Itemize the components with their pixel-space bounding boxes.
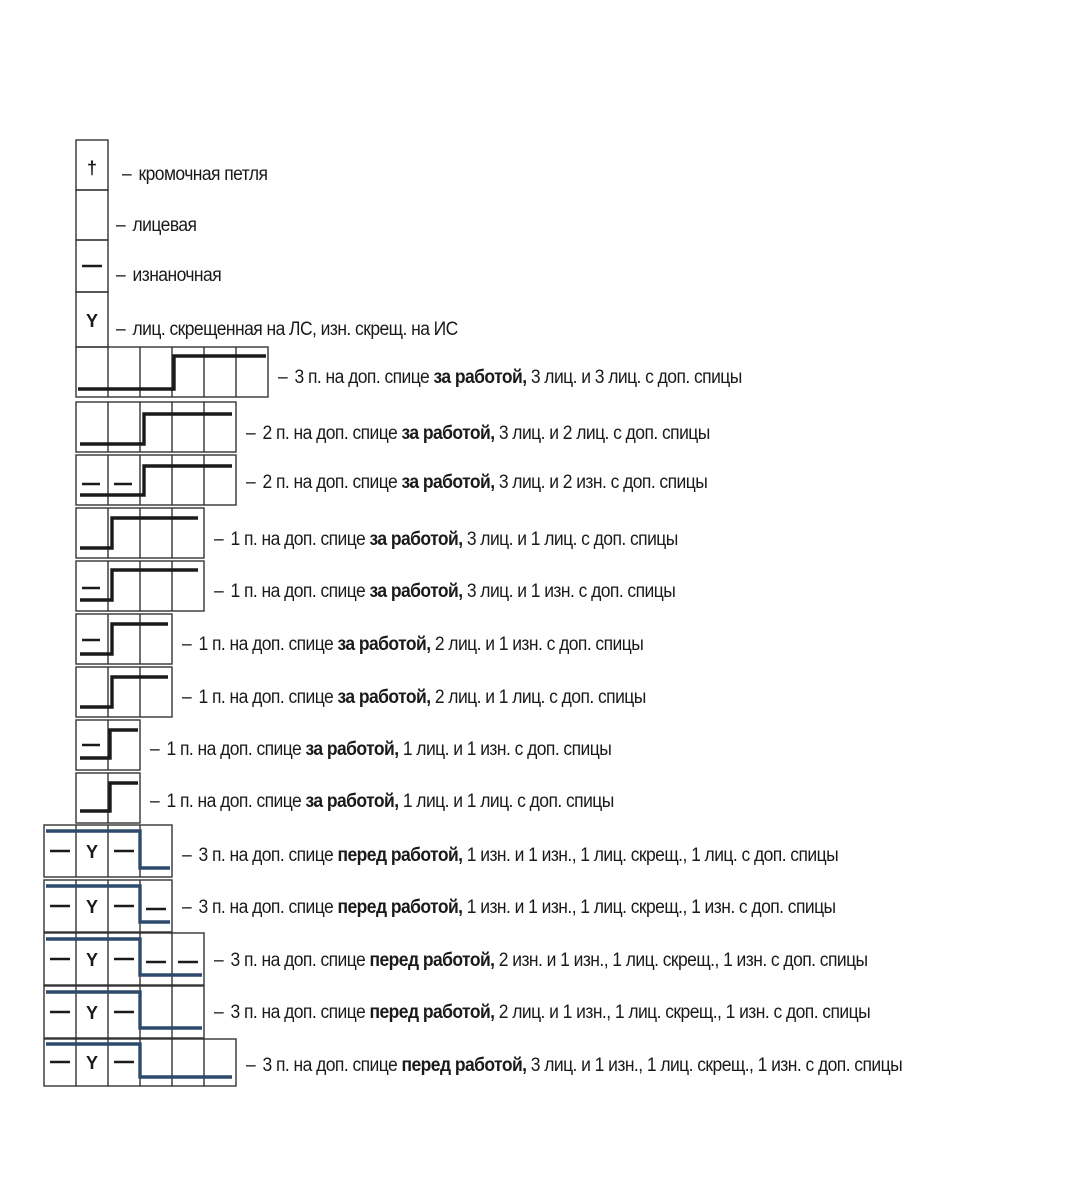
cable-text [278,367,742,389]
legend-text: лицевая [132,215,197,236]
cable-text: 1 лиц. и 1 лиц. с доп. спицы [398,791,614,812]
cable-text [214,1002,870,1024]
cable-text [214,950,868,972]
cable-direction: за работой, [305,739,399,760]
cable-text: – [116,319,126,340]
cable-text: – [246,1055,256,1076]
cable-row [278,358,782,398]
cable-text: 2 п. на доп. спице [262,423,402,444]
legend-row-twisted [116,310,487,350]
cable-text: 1 п. на доп. спице [198,634,338,655]
cable-text: 2 лиц. и 1 изн. с доп. спицы [430,634,644,655]
cable-row [182,836,895,876]
cable-text [182,687,646,709]
cable-row [246,463,747,503]
cable-text: 2 лиц. и 1 изн., 1 лиц. скрещ., 1 изн. с доп. спицы [494,1002,871,1023]
cable-text: – [150,739,160,760]
cable-text: – [278,367,288,388]
cable-direction: перед работой, [369,950,495,971]
cable-text [246,423,710,445]
cable-text [122,164,267,186]
cable-text: 1 лиц. и 1 изн. с доп. спицы [398,739,612,760]
cable-text: 3 п. на доп. спице [198,897,338,918]
cable-text: – [182,897,192,918]
cable-row [214,993,927,1033]
cable-text: 3 п. на доп. спице [262,1055,402,1076]
legend-row-purl [116,256,230,296]
cable-text: – [214,1002,224,1023]
cable-text: – [246,423,256,444]
cable-text: – [214,581,224,602]
cable-text: 3 п. на доп. спице [294,367,434,388]
svg-text:Y: Y [85,1053,99,1073]
cable-text [214,581,675,603]
cable-text [116,319,458,341]
cable-row [246,414,750,454]
cable-text: 2 п. на доп. спице [262,472,402,493]
cable-direction: за работой, [369,581,463,602]
svg-text:Y: Y [85,950,99,970]
cable-direction: перед работой, [369,1002,495,1023]
cable-direction: перед работой, [337,845,463,866]
legend-row-knit [116,206,203,246]
cable-row [150,782,654,822]
cable-direction: перед работой, [337,897,463,918]
cable-text: – [214,950,224,971]
cable-text: – [214,529,224,550]
cable-text [246,1055,902,1077]
legend-text: лиц. скрещенная на ЛС, изн. скрещ. на ИС [132,319,458,340]
cable-text [150,739,611,761]
cable-text: – [116,215,126,236]
cable-text: – [116,265,126,286]
cable-text [182,634,643,656]
svg-text:Y: Y [85,1003,99,1023]
cable-text: 3 лиц. и 1 лиц. с доп. спицы [462,529,678,550]
cable-text: 1 п. на доп. спице [198,687,338,708]
cable-text: 3 лиц. и 2 изн. с доп. спицы [494,472,708,493]
cable-text: 3 лиц. и 1 изн. с доп. спицы [462,581,676,602]
cable-row [182,678,686,718]
cable-text [116,265,221,287]
cable-text: 1 п. на доп. спице [166,791,306,812]
cable-row [182,625,683,665]
cable-text: – [182,845,192,866]
cable-text: – [246,472,256,493]
cable-text: 1 п. на доп. спице [166,739,306,760]
cable-text: 2 лиц. и 1 лиц. с доп. спицы [430,687,646,708]
cable-text: 1 п. на доп. спице [230,529,370,550]
cable-row [182,888,892,928]
cable-row [214,520,718,560]
cable-text: 3 лиц. и 3 лиц. с доп. спицы [526,367,742,388]
cable-text: – [122,164,132,185]
cable-direction: за работой, [433,367,527,388]
cable-text [182,897,836,919]
legend-text: изнаночная [132,265,222,286]
cable-row [214,941,924,981]
cable-text: 1 п. на доп. спице [230,581,370,602]
cable-text: 3 лиц. и 2 лиц. с доп. спицы [494,423,710,444]
cable-text: 2 изн. и 1 изн., 1 лиц. скрещ., 1 изн. с доп. спицы [494,950,868,971]
cable-text: – [182,634,192,655]
cable-text [116,215,196,237]
cable-text: – [150,791,160,812]
cable-text [246,472,707,494]
cable-text: 1 изн. и 1 изн., 1 лиц. скрещ., 1 лиц. с доп. спицы [462,845,839,866]
cable-text [150,791,614,813]
svg-text:Y: Y [85,311,99,331]
svg-text:†: † [86,158,98,178]
cable-direction: за работой, [305,791,399,812]
cable-direction: за работой, [369,529,463,550]
legend-row-edge [122,155,280,195]
cable-direction: за работой, [337,634,431,655]
cable-text: 3 п. на доп. спице [230,950,370,971]
cable-text: 3 п. на доп. спице [198,845,338,866]
cable-text [214,529,678,551]
cable-direction: за работой, [401,423,495,444]
cable-row [246,1046,959,1086]
cable-text: 3 лиц. и 1 изн., 1 лиц. скрещ., 1 изн. с доп. спицы [526,1055,903,1076]
cable-text: 3 п. на доп. спице [230,1002,370,1023]
svg-text:Y: Y [85,897,99,917]
cable-text [182,845,838,867]
cable-text: 1 изн. и 1 изн., 1 лиц. скрещ., 1 изн. с доп. спицы [462,897,836,918]
cable-row [150,730,651,770]
cable-direction: за работой, [337,687,431,708]
svg-text:Y: Y [85,842,99,862]
cable-text: – [182,687,192,708]
legend-text: кромочная петля [138,164,268,185]
cable-direction: перед работой, [401,1055,527,1076]
cable-direction: за работой, [401,472,495,493]
cable-row [214,572,715,612]
